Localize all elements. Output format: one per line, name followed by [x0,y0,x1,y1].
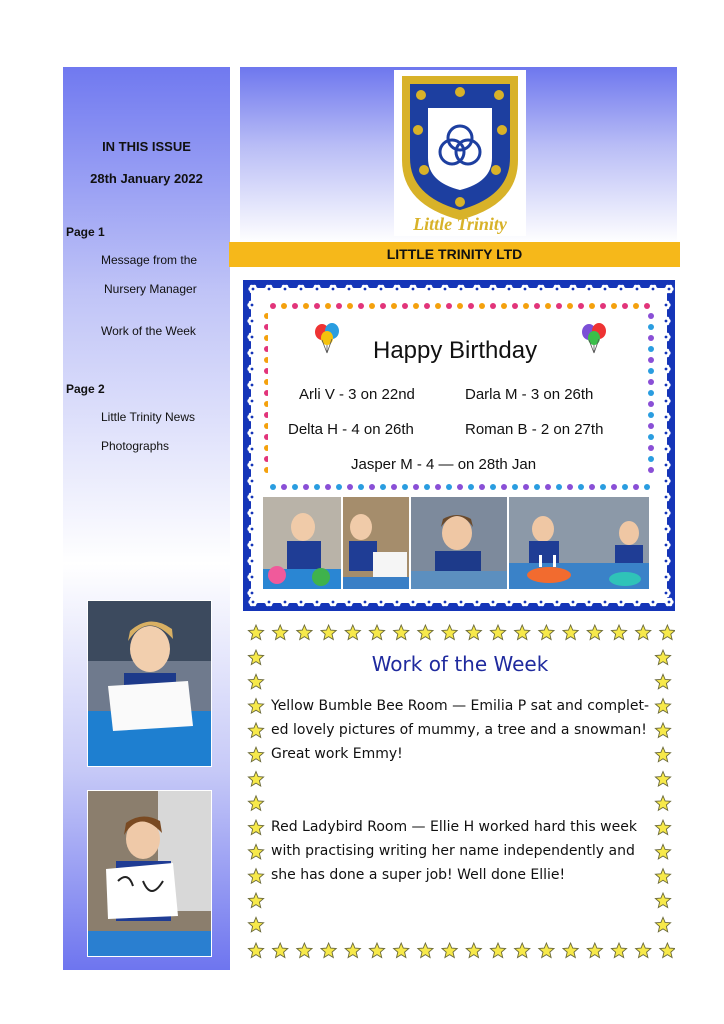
flower-icon [568,598,577,607]
lollipop-icon [512,484,518,490]
flower-icon [440,285,449,294]
flower-icon [568,285,577,294]
flower-icon [280,598,289,607]
flower-icon [247,589,256,598]
flower-icon [247,413,256,422]
birthday-photo [263,497,341,589]
flower-icon [661,461,670,470]
star-icon [418,625,433,640]
flower-icon [408,285,417,294]
star-icon [442,943,457,958]
lollipop-icon [336,484,342,490]
flower-icon [520,598,529,607]
star-icon [248,869,263,884]
star-icon [273,943,288,958]
work-text: Ellie H worked hard this week [425,819,637,835]
lollipop-icon [644,484,650,490]
star-icon [369,943,384,958]
flower-icon [661,557,670,566]
flower-icon [661,365,670,374]
flower-icon [552,285,561,294]
flower-icon [247,333,256,342]
star-icon [539,625,554,640]
star-icon [611,943,626,958]
flower-icon [616,285,625,294]
flower-icon [661,573,670,582]
star-icon [587,943,602,958]
lollipop-icon [314,303,320,309]
flower-icon [392,598,401,607]
flower-icon [616,598,625,607]
star-icon [636,943,651,958]
star-icon [297,625,312,640]
lollipop-icon [648,357,654,363]
star-icon [248,747,263,762]
star-icon [345,625,360,640]
star-icon [655,796,670,811]
birthday-photo [411,497,507,589]
toc-item[interactable]: Work of the Week [101,324,196,338]
work-line [271,698,649,714]
star-icon [248,625,263,640]
birthday-entry: Jasper M - 4 — on 28th Jan [351,456,537,473]
star-icon [660,943,675,958]
birthday-photos [263,497,649,589]
birthday-entry: Arli V - 3 on 22nd [299,386,415,403]
lollipop-icon [281,303,287,309]
lollipop-icon [600,303,606,309]
issue-date: 28th January 2022 [90,171,203,186]
star-icon [655,699,670,714]
flower-icon [584,285,593,294]
lollipop-icon [648,379,654,385]
star-icon [655,820,670,835]
lollipop-icon [648,467,654,473]
flower-icon [408,598,417,607]
lollipop-icon [611,484,617,490]
issue-heading: IN THIS ISSUE [102,139,191,154]
star-icon [321,625,336,640]
flower-icon [264,598,273,607]
birthday-entry: Delta H - 4 on 26th [288,421,414,438]
lollipop-icon [413,484,419,490]
lollipop-icon [648,313,654,319]
flower-icon [248,598,257,607]
star-icon [563,943,578,958]
lollipop-icon [648,456,654,462]
birthday-photo [509,497,649,589]
lollipop-icon [633,303,639,309]
lollipop-icon [292,484,298,490]
star-icon [490,625,505,640]
child-photo-ellie [87,790,212,957]
lollipop-icon [611,303,617,309]
toc-item[interactable]: Nursery Manager [104,282,197,296]
lollipop-icon [648,434,654,440]
star-icon [248,917,263,932]
lollipop-icon [292,303,298,309]
flower-icon [344,598,353,607]
flower-icon [488,598,497,607]
star-icon [490,943,505,958]
flower-icon [392,285,401,294]
lollipop-icon [391,303,397,309]
star-icon [345,943,360,958]
star-icon [248,796,263,811]
flower-icon [661,525,670,534]
flower-icon [600,598,609,607]
flower-icon [360,285,369,294]
flower-icon [664,285,673,294]
flower-icon [440,598,449,607]
flower-icon [376,285,385,294]
lollipop-icon [479,303,485,309]
lollipop-icon [648,412,654,418]
lollipop-icon [490,303,496,309]
flower-icon [600,285,609,294]
toc-item[interactable]: Photographs [101,439,170,453]
lollipop-icon [512,303,518,309]
lollipop-icon [314,484,320,490]
flower-icon [247,493,256,502]
lollipop-icon [380,303,386,309]
star-icon [394,943,409,958]
work-line: she has done a super job! Well done Ellie! [271,867,566,883]
lollipop-icon [336,303,342,309]
flower-icon [328,598,337,607]
work-line [271,819,637,835]
lollipop-icon [578,484,584,490]
lollipop-icon [534,484,540,490]
star-icon [442,625,457,640]
lollipop-icon [644,303,650,309]
lollipop-icon [648,401,654,407]
flower-icon [536,285,545,294]
flower-icon [424,285,433,294]
star-icon [515,625,530,640]
birthday-entry: Roman B - 2 on 27th [465,421,604,438]
star-icon [539,943,554,958]
star-icon [587,625,602,640]
star-icon [660,625,675,640]
lollipop-icon [325,303,331,309]
flower-icon [472,598,481,607]
lollipop-icon [545,484,551,490]
logo-text: Little Trinity [413,214,507,234]
lollipop-icon [468,303,474,309]
star-icon [655,674,670,689]
work-line: ed lovely pictures of mummy, a tree and a snowman! [271,722,647,738]
school-logo [394,70,526,236]
lollipop-icon [457,484,463,490]
lollipop-icon [567,303,573,309]
lollipop-icon [600,484,606,490]
star-icon [418,943,433,958]
lollipop-icon [358,303,364,309]
lollipop-icon [622,484,628,490]
lollipop-icon [648,423,654,429]
flower-icon [312,285,321,294]
star-icon [248,674,263,689]
lollipop-icon [523,484,529,490]
lollipop-icon [446,303,452,309]
toc-item[interactable]: Message from the [101,253,198,267]
work-line: with practising writing her name independently and [271,843,635,859]
flower-icon [248,285,257,294]
flower-icon [247,317,256,326]
lollipop-icon [589,303,595,309]
flower-icon [661,349,670,358]
lollipop-icon [457,303,463,309]
flower-icon [661,333,670,342]
flower-icon [247,477,256,486]
lollipop-icon [567,484,573,490]
flower-icon [296,598,305,607]
flower-icon [360,598,369,607]
flower-icon [661,509,670,518]
balloons-icon [580,323,610,355]
flower-icon [247,525,256,534]
flower-icon [472,285,481,294]
lollipop-icon [468,484,474,490]
star-icon [655,772,670,787]
lollipop-icon [589,484,595,490]
flower-icon [247,541,256,550]
lollipop-icon [413,303,419,309]
star-icon [563,625,578,640]
star-icon [321,943,336,958]
lollipop-icon [648,368,654,374]
flower-icon [247,429,256,438]
toc-item[interactable]: Little Trinity News [101,410,196,424]
flower-icon [247,365,256,374]
flower-icon [632,598,641,607]
page1-label: Page 1 [66,225,105,239]
page2-label: Page 2 [66,382,105,396]
lollipop-icon [303,303,309,309]
room-label: Red Ladybird Room — [271,819,426,835]
flower-icon [661,397,670,406]
lollipop-icon [402,303,408,309]
flower-icon [664,598,673,607]
lollipop-icon [358,484,364,490]
star-icon [655,869,670,884]
room-label: Yellow Bumble Bee Room — [271,698,467,714]
flower-icon [247,573,256,582]
lollipop-icon [435,484,441,490]
lollipop-icon [369,484,375,490]
flower-icon [247,557,256,566]
star-icon [297,943,312,958]
flower-icon [661,429,670,438]
flower-icon [488,285,497,294]
flower-icon [247,445,256,454]
lollipop-icon [545,303,551,309]
birthday-photo [343,497,409,589]
star-icon [655,844,670,859]
work-text: Emilia P sat and complet- [466,698,650,714]
lollipop-icon [303,484,309,490]
star-icon [394,625,409,640]
lollipop-icon [501,303,507,309]
flower-icon [520,285,529,294]
lollipop-icon [391,484,397,490]
lollipop-icon [648,335,654,341]
star-icon [248,650,263,665]
star-icon [655,917,670,932]
lollipop-icon [648,324,654,330]
flower-icon [661,477,670,486]
birthday-title: Happy Birthday [373,337,538,364]
star-icon [248,699,263,714]
flower-icon [552,598,561,607]
lollipop-icon [270,484,276,490]
lollipop-icon [369,303,375,309]
lollipop-icon [325,484,331,490]
flower-icon [247,349,256,358]
flower-icon [632,285,641,294]
star-icon [611,625,626,640]
lollipop-icon [534,303,540,309]
work-line: Great work Emmy! [271,746,403,762]
birthday-entry: Darla M - 3 on 26th [465,386,594,403]
lollipop-icon [281,484,287,490]
lollipop-icon [556,484,562,490]
lollipop-icon [648,445,654,451]
star-icon [248,772,263,787]
lollipop-icon [402,484,408,490]
lollipop-icon [347,484,353,490]
flower-icon [456,285,465,294]
lollipop-icon [490,484,496,490]
balloons-icon [313,323,343,355]
lollipop-icon [501,484,507,490]
flower-icon [661,381,670,390]
star-icon [515,943,530,958]
star-icon [369,625,384,640]
star-icon [248,893,263,908]
flower-icon [247,397,256,406]
flower-icon [247,509,256,518]
flower-icon [456,598,465,607]
lollipop-icon [578,303,584,309]
lollipop-icon [479,484,485,490]
child-photo-emilia [87,600,212,767]
star-icon [273,625,288,640]
lollipop-icon [446,484,452,490]
flower-icon [312,598,321,607]
flower-icon [661,317,670,326]
lollipop-icon [648,346,654,352]
flower-icon [296,285,305,294]
flower-icon [536,598,545,607]
flower-icon [584,598,593,607]
star-icon [655,893,670,908]
flower-icon [661,541,670,550]
flower-icon [661,589,670,598]
star-icon [248,820,263,835]
lollipop-icon [380,484,386,490]
work-title: Work of the Week [371,652,549,676]
lollipop-icon [622,303,628,309]
lollipop-icon [648,390,654,396]
star-icon [655,747,670,762]
flower-icon [344,285,353,294]
flower-icon [247,461,256,470]
flower-icon [648,598,657,607]
lollipop-icon [523,303,529,309]
company-banner: LITTLE TRINITY LTD [229,242,680,267]
flower-icon [280,285,289,294]
lollipop-icon [435,303,441,309]
flower-icon [328,285,337,294]
flower-icon [504,285,513,294]
lollipop-icon [633,484,639,490]
star-icon [655,723,670,738]
flower-icon [661,445,670,454]
flower-icon [247,381,256,390]
star-icon [655,650,670,665]
star-icon [248,943,263,958]
flower-icon [661,413,670,422]
star-icon [466,625,481,640]
flower-icon [661,301,670,310]
flower-icon [661,493,670,502]
flower-icon [376,598,385,607]
lollipop-icon [424,484,430,490]
flower-icon [424,598,433,607]
flower-icon [648,285,657,294]
lollipop-icon [347,303,353,309]
lollipop-icon [424,303,430,309]
flower-icon [504,598,513,607]
lollipop-icon [556,303,562,309]
star-icon [466,943,481,958]
flower-icon [247,301,256,310]
star-icon [248,723,263,738]
star-icon [248,844,263,859]
lollipop-icon [270,303,276,309]
flower-icon [264,285,273,294]
star-icon [636,625,651,640]
